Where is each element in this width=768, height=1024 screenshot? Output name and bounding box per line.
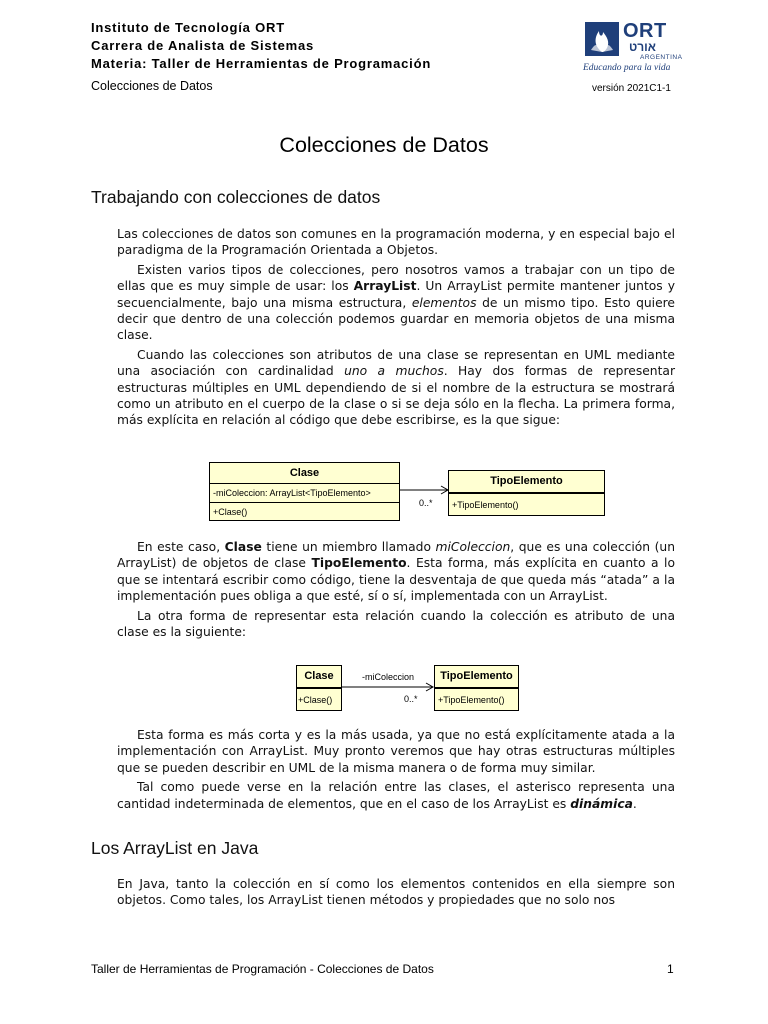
italic-term: miColeccion: [435, 540, 511, 554]
logo-ort-text: ORT: [623, 20, 667, 42]
text-run: de un mismo tipo. Esto quiere decir que dentro de una colección podemos guardar en memoria objetos de una misma clase.: [117, 295, 675, 343]
uml-class-name: TipoElemento: [435, 666, 518, 689]
uml-operation: +Clase(): [213, 507, 248, 517]
uml-class-tipoelemento: [434, 665, 519, 711]
paragraph: [117, 262, 675, 344]
subject-name: Materia: Taller de Herramientas de Programación: [91, 56, 432, 71]
paragraph: [117, 779, 675, 812]
section-body: [117, 727, 675, 812]
bold-term: Clase: [224, 540, 262, 554]
uml-class-clase: [209, 462, 400, 521]
uml-operation: +Clase(): [298, 695, 333, 705]
paragraph: [117, 347, 675, 429]
ort-flame-logo-icon: [585, 22, 619, 56]
paragraph: La otra forma de representar esta relación cuando la colección es atributo de una clase es la siguiente:: [117, 608, 675, 640]
paragraph: [117, 539, 675, 605]
paragraph: En Java, tanto la colección en sí como los elementos contenidos en ella siempre son objetos. Como tales, los ArrayList tienen métodos y propiedades que no solo nos: [117, 877, 675, 908]
logo-country-text: ARGENTINA: [640, 54, 683, 61]
uml-role-name: -miColeccion: [362, 672, 415, 682]
version-label: versión 2021C1-1: [592, 83, 671, 94]
logo-tagline: Educando para la vida: [583, 63, 671, 73]
text-run: . Un ArrayList permite mantener juntos y secuencialmente, bajo una misma estructura,: [117, 279, 675, 310]
uml-class-clase: [296, 665, 342, 711]
career-name: Carrera de Analista de Sistemas: [91, 38, 315, 53]
section-heading: Trabajando con colecciones de datos: [91, 187, 381, 207]
uml-class-name: Clase: [297, 666, 341, 689]
text-run: .: [632, 796, 637, 811]
italic-term: uno a muchos: [344, 364, 444, 379]
uml-class-name: TipoElemento: [449, 471, 604, 494]
text-run: . Esta forma, más explícita en cuanto a lo que se intentará escribir como código, tiene la desventaja de que queda más “atada” a la implementación pues obliga a que esté, sí o sí, implementada con un ArrayList.: [117, 556, 675, 604]
uml-multiplicity: 0..*: [419, 498, 433, 508]
uml-association-arrow-icon: [342, 681, 436, 693]
document-title: Colecciones de Datos: [279, 133, 489, 157]
text-run: tiene un miembro llamado: [261, 540, 436, 554]
paragraph: Esta forma es más corta y es la más usada, ya que no está explícitamente atada a la implementación con ArrayList. Muy pronto veremos que hay otras estructuras múltiples que se pueden describir en UML de la misma manera o de forma muy similar.: [117, 728, 675, 775]
bold-italic-term: dinámica: [570, 796, 633, 811]
section-body: [117, 226, 675, 429]
header-subtitle: Colecciones de Datos: [91, 79, 213, 93]
section-heading: Los ArrayList en Java: [91, 838, 259, 858]
uml-multiplicity: 0..*: [404, 694, 418, 704]
text-run: Cuando las colecciones son atributos de una clase se representan en UML mediante una asociación con cardinalidad: [117, 347, 675, 379]
ort-logo: [583, 20, 683, 80]
section-body: [117, 876, 675, 909]
text-run: . Hay dos formas de representar estructuras múltiples en UML dependiendo de si el nombre de la estructura se mostrará como un atributo en el cuerpo de la clase o si se deja sólo en la flecha. La primera forma, más explícita en relación al código que debe escribirse, es la que sigue:: [117, 364, 675, 428]
text-run: , que es una colección (un ArrayList) de objetos de clase: [117, 540, 676, 571]
page-number: 1: [667, 962, 674, 976]
footer-text: Taller de Herramientas de Programación - Colecciones de Datos: [91, 962, 434, 976]
logo-hebrew-text: אורט: [629, 40, 656, 54]
italic-term: elementos: [411, 295, 477, 310]
uml-attribute: -miColeccion: ArrayList<TipoElemento>: [210, 484, 399, 503]
uml-association-arrow-icon: [400, 485, 450, 497]
text-run: Tal como puede verse en la relación entre las clases, el asterisco representa una cantidad indeterminada de elementos, que en el caso de los ArrayList es: [117, 780, 675, 811]
bold-term: TipoElemento: [311, 556, 407, 571]
institution-name: Instituto de Tecnología ORT: [91, 20, 285, 35]
uml-operation: +TipoElemento(): [452, 500, 519, 510]
bold-term: ArrayList: [353, 279, 417, 294]
uml-operation: +TipoElemento(): [438, 695, 505, 705]
text-run: En este caso,: [137, 540, 225, 554]
paragraph: Las colecciones de datos son comunes en la programación moderna, y en especial bajo el paradigma de la Programación Orientada a Objetos.: [117, 227, 675, 258]
uml-class-name: Clase: [210, 463, 399, 484]
uml-class-tipoelemento: [448, 470, 605, 516]
text-run: Existen varios tipos de colecciones, pero nosotros vamos a trabajar con un tipo de ellas que es muy simple de usar: los: [117, 262, 675, 294]
section-body: [117, 539, 675, 640]
